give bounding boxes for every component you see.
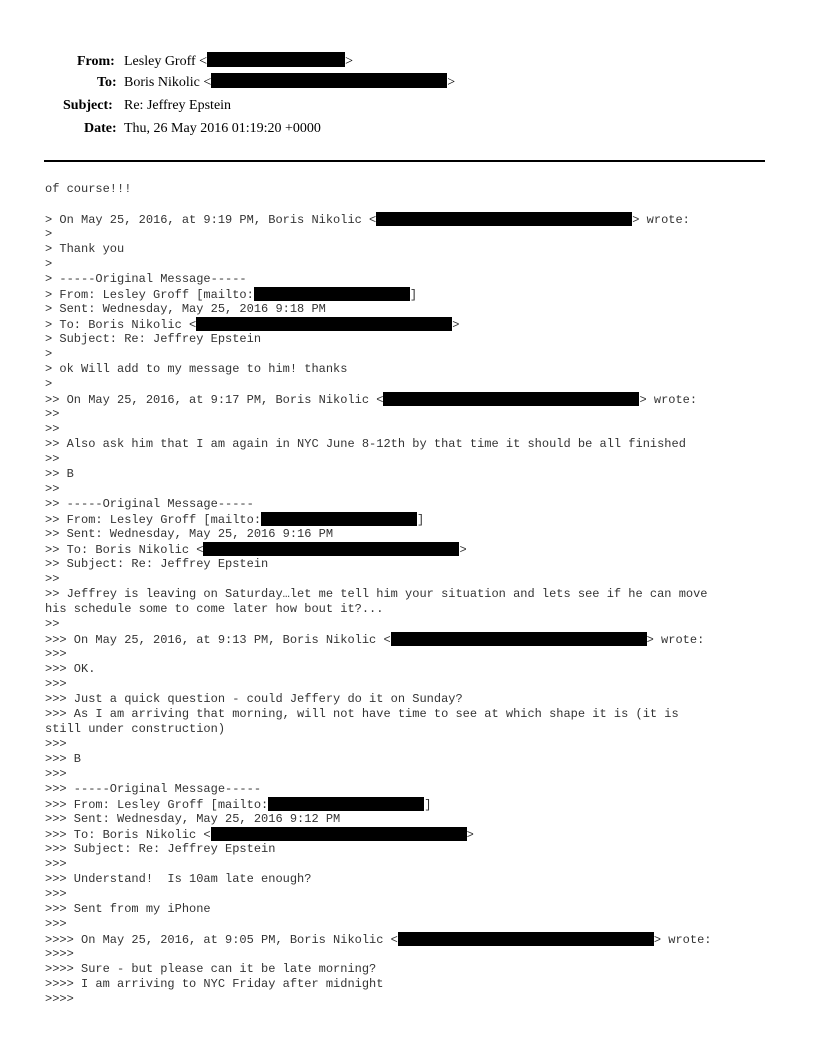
- body-line: >> -----Original Message-----: [45, 497, 254, 511]
- body-line: >>>: [45, 647, 67, 661]
- body-line: >>> On May 25, 2016, at 9:13 PM, Boris Nikolic < > wrote:: [45, 633, 705, 647]
- body-line: > To: Boris Nikolic < >: [45, 318, 460, 332]
- redaction-block: [196, 317, 452, 331]
- to-label: To:: [97, 75, 117, 90]
- body-line: >>> B: [45, 752, 82, 766]
- body-line: >>> Subject: Re: Jeffrey Epstein: [45, 842, 276, 856]
- body-line: >>>: [45, 917, 67, 931]
- body-line: >> Sent: Wednesday, May 25, 2016 9:16 PM: [45, 527, 334, 541]
- redaction-block: [376, 212, 632, 226]
- body-line: >>: [45, 452, 60, 466]
- body-line: >>: [45, 482, 60, 496]
- body-line: > Subject: Re: Jeffrey Epstein: [45, 332, 262, 346]
- redaction-block: [203, 542, 459, 556]
- body-line: >>>> Sure - but please can it be late morning?: [45, 962, 377, 976]
- redaction-block: [398, 932, 654, 946]
- body-line: >> On May 25, 2016, at 9:17 PM, Boris Nikolic < > wrote:: [45, 393, 698, 407]
- body-line: >>>>: [45, 947, 74, 961]
- body-line: >>>: [45, 887, 67, 901]
- body-line: >>>: [45, 677, 67, 691]
- body-line: > On May 25, 2016, at 9:19 PM, Boris Nikolic < > wrote:: [45, 213, 690, 227]
- body-line: [45, 197, 785, 212]
- body-line: >>> As I am arriving that morning, will not have time to see at which shape it is (it is: [45, 707, 679, 721]
- body-line: >>> Sent: Wednesday, May 25, 2016 9:12 PM: [45, 812, 341, 826]
- body-line: > -----Original Message-----: [45, 272, 247, 286]
- body-line: >>> To: Boris Nikolic < >: [45, 828, 474, 842]
- body-line: > Sent: Wednesday, May 25, 2016 9:18 PM: [45, 302, 326, 316]
- redaction-block: [254, 287, 410, 301]
- redaction-block: [268, 797, 424, 811]
- body-line: his schedule some to come later how bout it?...: [45, 602, 384, 616]
- from-row: [0, 52, 500, 72]
- body-line: >>>> On May 25, 2016, at 9:05 PM, Boris Nikolic < > wrote:: [45, 933, 712, 947]
- body-line: >> B: [45, 467, 74, 481]
- subject-row: [0, 96, 500, 116]
- body-line: >: [45, 227, 53, 241]
- body-line: >> To: Boris Nikolic < >: [45, 543, 467, 557]
- to-row: [0, 73, 500, 93]
- to-value: Boris Nikolic < >: [124, 75, 456, 90]
- body-line: >>>: [45, 857, 67, 871]
- body-line: >> Also ask him that I am again in NYC June 8-12th by that time it should be all finished: [45, 437, 686, 451]
- body-line: of course!!!: [45, 182, 132, 196]
- body-line: >>: [45, 422, 60, 436]
- body-line: >>: [45, 617, 60, 631]
- date-label: Date:: [84, 121, 117, 136]
- body-line: >: [45, 347, 53, 361]
- subject-value: Re: Jeffrey Epstein: [124, 98, 232, 113]
- redaction-block: [211, 827, 467, 841]
- body-line: >> Subject: Re: Jeffrey Epstein: [45, 557, 269, 571]
- body-line: > From: Lesley Groff [mailto: ]: [45, 288, 418, 302]
- body-line: >: [45, 377, 53, 391]
- date-row: [0, 119, 500, 139]
- body-line: >> Jeffrey is leaving on Saturday…let me tell him your situation and lets see if he can move: [45, 587, 708, 601]
- body-line: >>> OK.: [45, 662, 96, 676]
- body-line: >>>>: [45, 992, 74, 1006]
- body-line: >>> Sent from my iPhone: [45, 902, 211, 916]
- body-line: >>>: [45, 737, 67, 751]
- body-line: >> From: Lesley Groff [mailto: ]: [45, 513, 425, 527]
- body-line: >>> Understand! Is 10am late enough?: [45, 872, 312, 886]
- header-divider: [44, 160, 765, 162]
- redaction-block: [211, 73, 447, 88]
- body-line: >>> -----Original Message-----: [45, 782, 262, 796]
- date-value: Thu, 26 May 2016 01:19:20 +0000: [124, 121, 321, 136]
- body-line: > ok Will add to my message to him! thanks: [45, 362, 348, 376]
- body-line: >>>: [45, 767, 67, 781]
- body-line: >>: [45, 407, 60, 421]
- body-line: >>> Just a quick question - could Jeffery do it on Sunday?: [45, 692, 463, 706]
- body-line: >>: [45, 572, 60, 586]
- body-line: >>>> I am arriving to NYC Friday after midnight: [45, 977, 384, 991]
- body-line: > Thank you: [45, 242, 125, 256]
- subject-label: Subject:: [63, 98, 113, 113]
- redaction-block: [261, 512, 417, 526]
- redaction-block: [207, 52, 345, 67]
- redaction-block: [383, 392, 639, 406]
- body-line: still under construction): [45, 722, 226, 736]
- from-label: From:: [77, 54, 115, 69]
- body-line: >>> From: Lesley Groff [mailto: ]: [45, 798, 432, 812]
- body-line: >: [45, 257, 53, 271]
- from-value: Lesley Groff < >: [124, 54, 353, 69]
- redaction-block: [391, 632, 647, 646]
- email-body: [45, 182, 785, 1007]
